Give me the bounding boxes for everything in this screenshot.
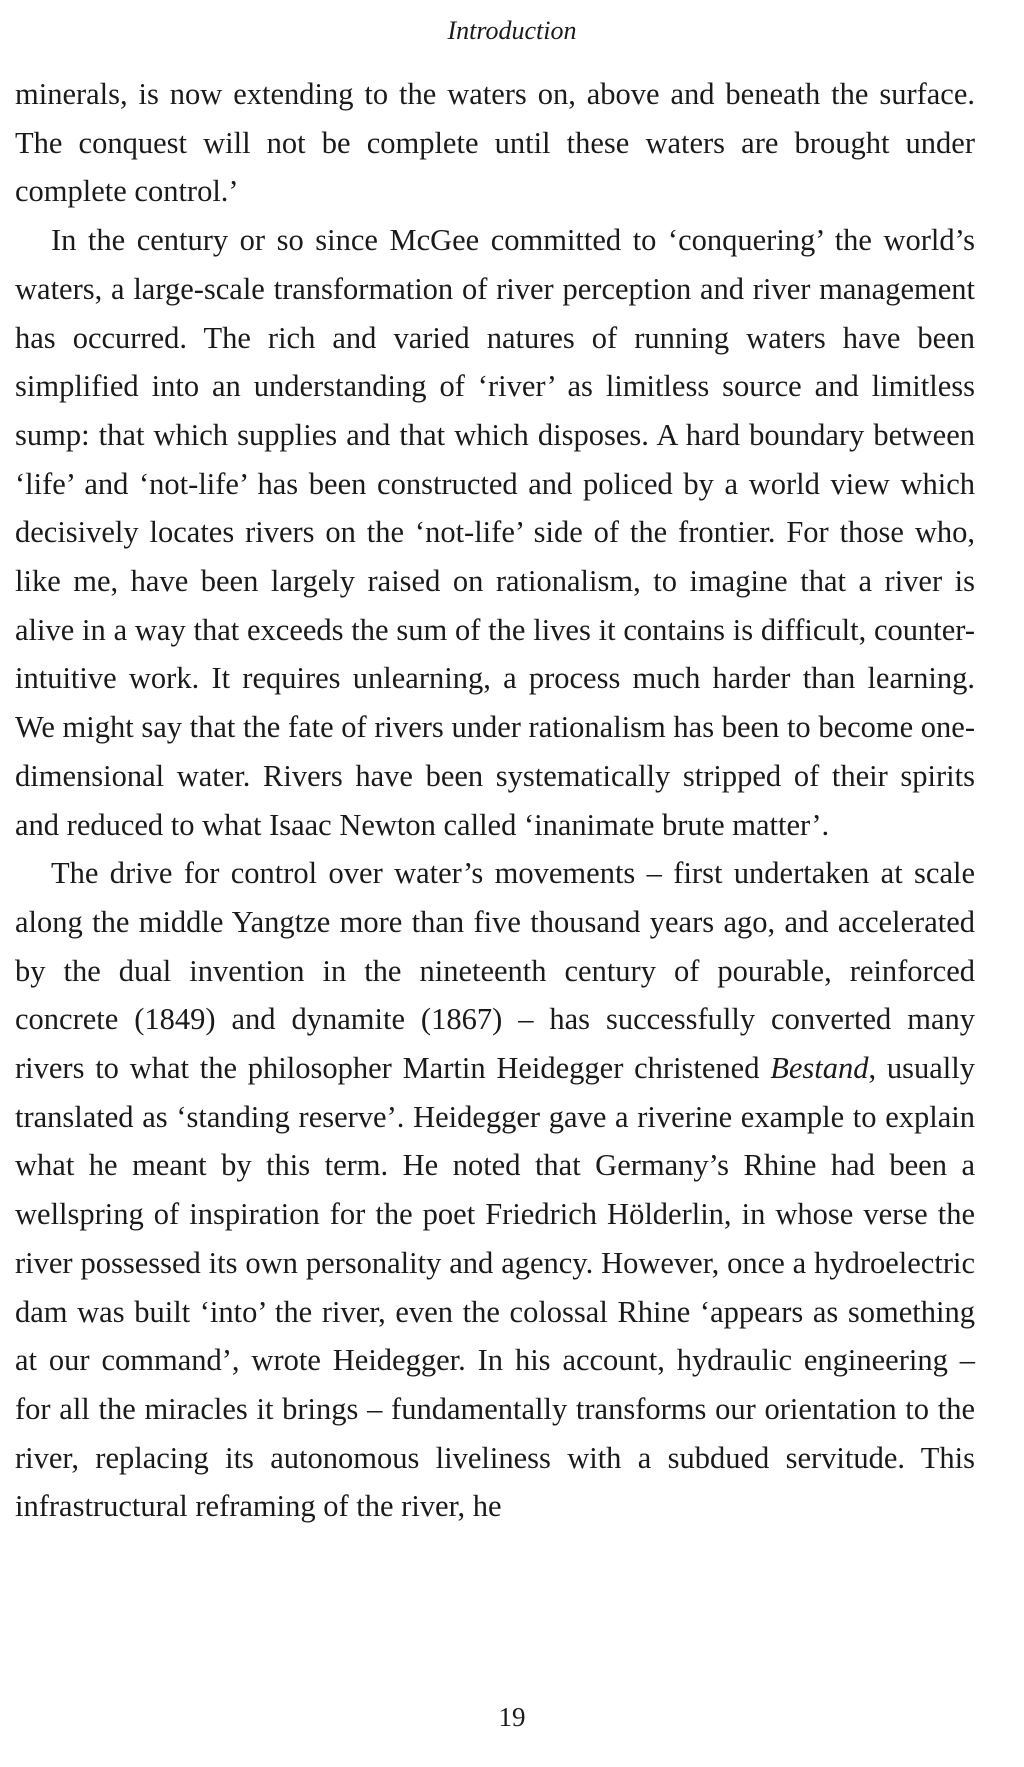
paragraph [15, 849, 975, 1531]
paragraph-text: , usually translated as ‘standing reserve’. Heidegger gave a riverine example to explain what he meant by this term. He noted that Germany’s Rhine had been a wellspring of inspiration for the poet Friedrich Hölderlin, in whose verse the river possessed its own personality and agency. However, once a hydroelectric dam was built ‘into’ the river, even the colossal Rhine ‘appears as something at our command’, wrote Heidegger. In his account, hydraulic engineering – for all the miracles it brings – fundamentally transforms our orientation to the river, replacing its autonomous liveliness with a subdued servitude. This infrastructural reframing of the river, he [15, 1051, 975, 1524]
paragraph-text: minerals, is now extending to the waters on, above and beneath the surface. The conquest will not be complete until these waters are brought under complete control.’ [15, 77, 975, 209]
running-head: Introduction [447, 16, 577, 45]
italic-term: Bestand [770, 1051, 869, 1086]
paragraph-text: In the century or so since McGee committed to ‘conquering’ the world’s waters, a large-scale transformation of river perception and river management has occurred. The rich and varied natures of running waters have been simplified into an understanding of ‘river’ as limitless source and limitless sump: that which supplies and that which disposes. A hard boundary between ‘life’ and ‘not-life’ has been constructed and policed by a world view which decisively locates rivers on the ‘not-life’ side of the frontier. For those who, like me, have been largely raised on rationalism, to imagine that a river is alive in a way that exceeds the sum of the lives it contains is difficult, counter-intuitive work. It requires unlearning, a process much harder than learning. We might say that the fate of rivers under rationalism has been to become one-dimensional water. Rivers have been systematically stripped of their spirits and reduced to what Isaac Newton called ‘inanimate brute matter’. [15, 223, 975, 842]
body-text [15, 70, 975, 1531]
page-number: 19 [498, 1702, 526, 1732]
paragraph [15, 216, 975, 849]
paragraph-text: The drive for control over water’s movements – first undertaken at scale along the middle Yangtze more than five thousand years ago, and accelerated by the dual invention in the nineteenth century of pourable, reinforced concrete (1849) and dynamite (1867) – has successfully converted many rivers to what the philosopher Martin Heidegger christened [15, 856, 975, 1086]
paragraph [15, 70, 975, 216]
